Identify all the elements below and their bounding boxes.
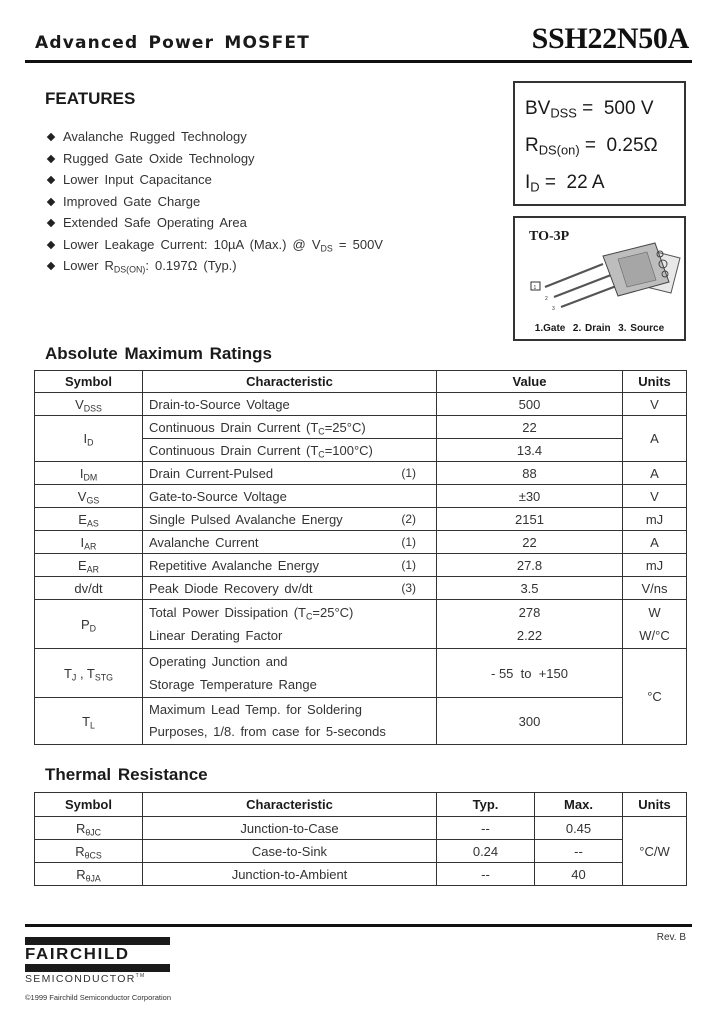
feature-item: Improved Gate Charge xyxy=(47,191,383,213)
feature-item: Lower Leakage Current: 10µA (Max.) @ $V_{DS} = 500V$ xyxy=(47,234,383,256)
copyright-notice: ©1999 Fairchild Semiconductor Corporation xyxy=(25,993,172,1002)
package-name: TO-3P xyxy=(529,229,570,244)
fairchild-logo xyxy=(25,937,170,985)
table-row: $R_{\theta CS}$ Case-to-Sink 0.24 -- xyxy=(35,840,687,863)
document-subtitle: Advanced Power MOSFET xyxy=(35,33,310,53)
table-row: dv/dt Peak Diode Recovery dv/dt (3) 3.5 V/ns xyxy=(35,577,687,600)
feature-item: Lower Input Capacitance xyxy=(47,169,383,191)
features-heading: FEATURES xyxy=(45,89,136,108)
logo-subtitle: SEMICONDUCTOR™ xyxy=(25,973,146,985)
package-box xyxy=(513,216,686,341)
table-row: Continuous Drain Current $(T_C=100^\circ C)$ 13.4 xyxy=(35,439,687,462)
table-row: $I_D$ Continuous Drain Current $(T_C=25^\circ C)$ 22 A xyxy=(35,416,687,439)
feature-item: Avalanche Rugged Technology xyxy=(47,126,383,148)
diamond-bullet-icon xyxy=(47,154,55,162)
logo-bar xyxy=(25,937,170,945)
header-divider xyxy=(25,60,692,63)
table-row: $E_{AS}$ Single Pulsed Avalanche Energy (2) 2151 mJ xyxy=(35,508,687,531)
thermal-table xyxy=(34,792,687,886)
features-list xyxy=(47,126,383,277)
svg-text:2: 2 xyxy=(545,296,548,302)
diamond-bullet-icon xyxy=(47,240,55,248)
to3p-package-icon xyxy=(523,240,683,320)
spec-rdson: $R_{DS(on)} = 0.25\Omega$ xyxy=(525,135,658,158)
svg-text:3: 3 xyxy=(552,306,555,312)
feature-item: Lower $R_{DS(ON)}$: 0.197Ω (Typ.) xyxy=(47,255,383,277)
table-row: $R_{\theta JC}$ Junction-to-Case -- 0.45 °C/W xyxy=(35,817,687,840)
diamond-bullet-icon xyxy=(47,219,55,227)
diamond-bullet-icon xyxy=(47,262,55,270)
table-row: $V_{GS}$ Gate-to-Source Voltage ±30 V xyxy=(35,485,687,508)
abs-max-heading: Absolute Maximum Ratings xyxy=(45,344,272,363)
footer-divider xyxy=(25,924,692,927)
table-row: $T_L$ Maximum Lead Temp. for Soldering Purposes, 1/8. from case for 5-seconds 300 xyxy=(35,698,687,745)
diamond-bullet-icon xyxy=(47,133,55,141)
table-row: $E_{AR}$ Repetitive Avalanche Energy (1) 27.8 mJ xyxy=(35,554,687,577)
table-row: $I_{DM}$ Drain Current-Pulsed (1) 88 A xyxy=(35,462,687,485)
table-row: $P_D$ Total Power Dissipation $(T_C=25^\circ C)$ Linear Derating Factor 278 2.22 W W/°C xyxy=(35,600,687,649)
svg-text:1: 1 xyxy=(533,285,537,291)
logo-bar xyxy=(25,964,170,972)
part-number: SSH22N50A xyxy=(531,22,689,55)
feature-item: Extended Safe Operating Area xyxy=(47,212,383,234)
diamond-bullet-icon xyxy=(47,197,55,205)
diamond-bullet-icon xyxy=(47,176,55,184)
thermal-heading: Thermal Resistance xyxy=(45,765,208,784)
spec-bvdss: $BV_{DSS} = 500$ V xyxy=(525,98,654,121)
abs-max-table xyxy=(34,370,687,745)
table-header-row: Symbol Characteristic Typ. Max. Units xyxy=(35,793,687,817)
table-row: $R_{\theta JA}$ Junction-to-Ambient -- 40 xyxy=(35,863,687,886)
feature-item: Rugged Gate Oxide Technology xyxy=(47,148,383,170)
logo-brand: FAIRCHILD xyxy=(25,946,130,963)
spec-id: $I_D = 22$ A xyxy=(525,172,605,195)
table-row: $I_{AR}$ Avalanche Current (1) 22 A xyxy=(35,531,687,554)
table-row: $V_{DSS}$ Drain-to-Source Voltage 500 V xyxy=(35,393,687,416)
pinout-legend: 1.Gate 2. Drain 3. Source xyxy=(534,323,665,334)
key-specs-box xyxy=(513,81,686,206)
table-row: $T_J$ , $T_{STG}$ Operating Junction and Storage Temperature Range - 55 to +150 °C xyxy=(35,649,687,698)
table-header-row: Symbol Characteristic Value Units xyxy=(35,371,687,393)
revision-label: Rev. B xyxy=(656,932,686,943)
